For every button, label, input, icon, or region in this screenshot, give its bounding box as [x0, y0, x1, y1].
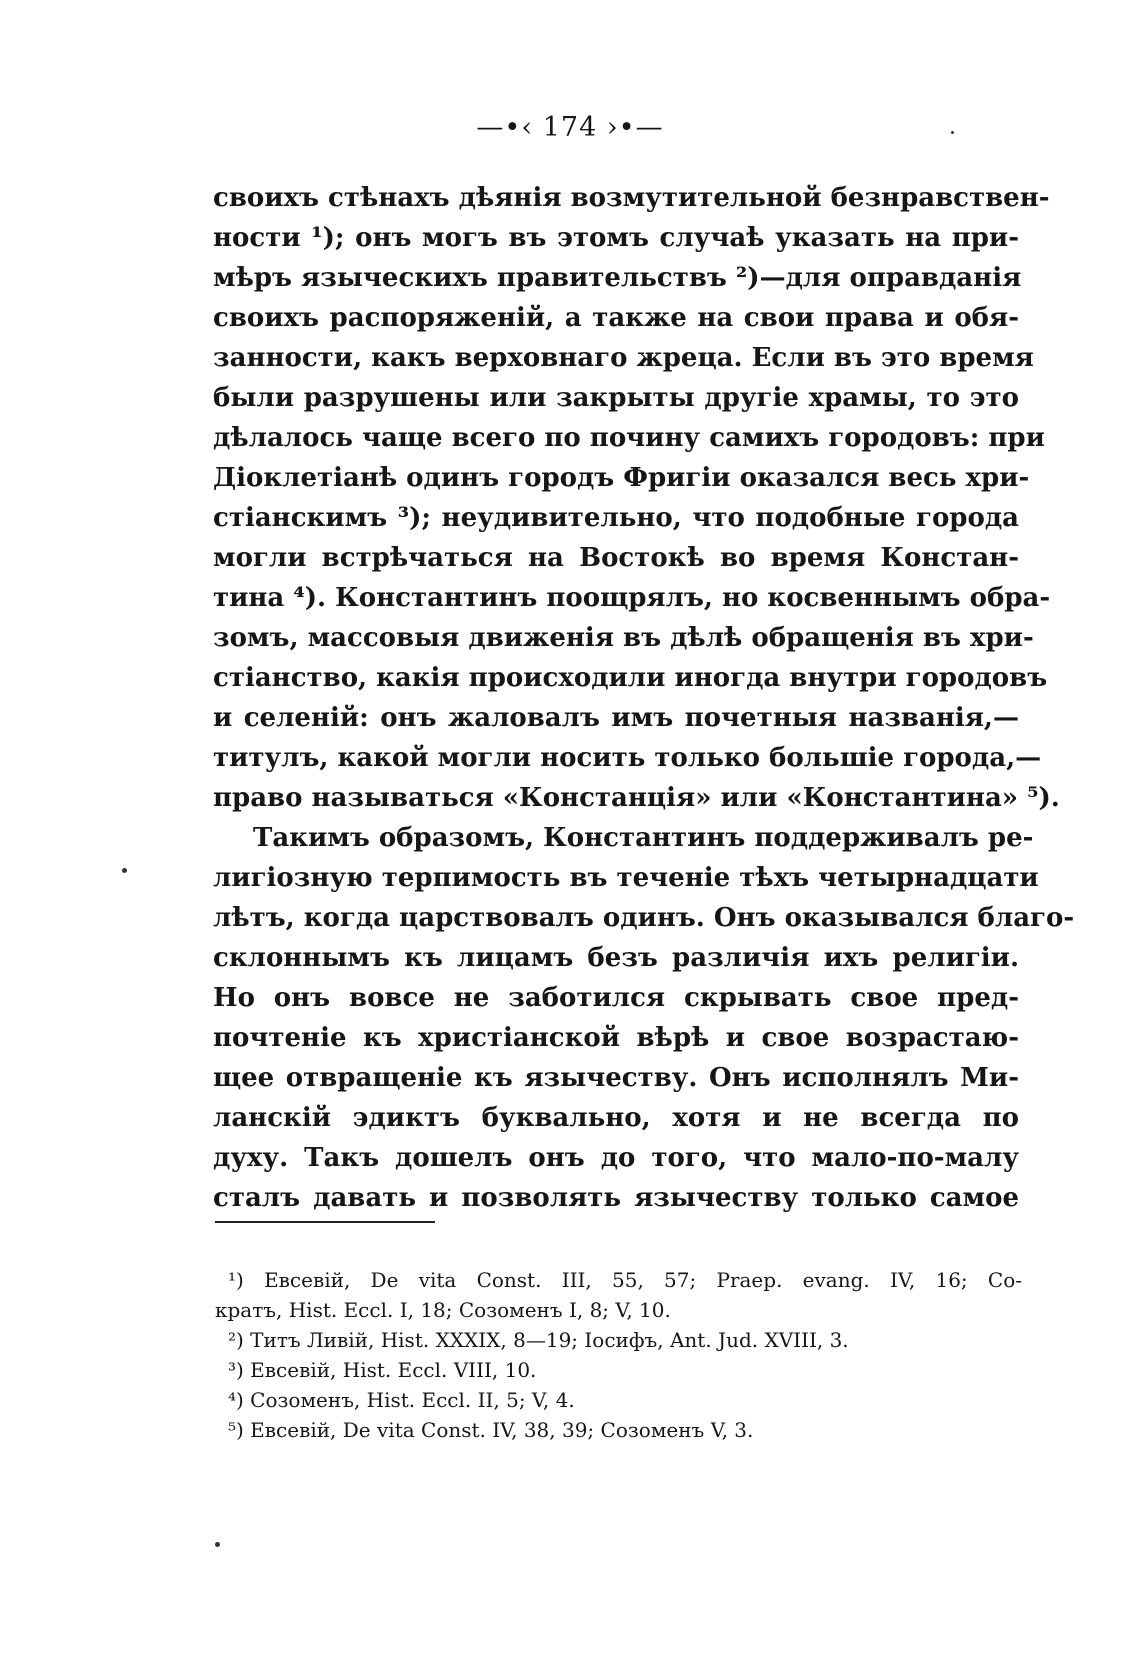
footnote-line: ⁵) Евсевій, De vita Const. IV, 38, 39; Созоменъ V, 3. [228, 1418, 754, 1442]
text-line: право называться «Констанція» или «Константина» ⁵). [213, 783, 1060, 813]
text-line: титулъ, какой могли носить только большіе города,— [213, 743, 1042, 773]
footnote-line: ³) Евсевій, Hist. Eccl. VIII, 10. [228, 1358, 537, 1382]
text-line: стіанство, какія происходили иногда внутри городовъ [213, 663, 1048, 693]
text-line: дѣлалось чаще всего по почину самихъ городовъ: при [213, 423, 1045, 453]
page-number: —•‹ 174 ›•— [476, 112, 664, 143]
footnotes [215, 1265, 1022, 1445]
text-line: были разрушены или закрыты другіе храмы, то это [213, 383, 1019, 413]
text-line: тина ⁴). Константинъ поощрялъ, но косвеннымъ обра- [213, 583, 1051, 613]
text-line: Такимъ образомъ, Константинъ поддерживалъ ре- [253, 823, 1034, 853]
text-line: мѣръ языческихъ правительствъ ²)—для оправданія [213, 263, 1022, 293]
scan-speck [122, 868, 127, 873]
text-line: занности, какъ верховнаго жреца. Если въ это время [213, 343, 1034, 373]
text-line: лѣтъ, когда царствовалъ одинъ. Онъ оказывался благо- [213, 903, 1075, 933]
footnote-line: ²) Титъ Ливій, Hist. XXXIX, 8—19; Іосифъ, Ant. Jud. XVIII, 3. [228, 1328, 849, 1352]
text-line: своихъ стѣнахъ дѣянія возмутительной безнравствен- [213, 183, 1050, 213]
text-line: могли встрѣчаться на Востокѣ во время Констан- [213, 543, 1019, 573]
body-text [213, 178, 1075, 1218]
scan-speck [951, 131, 954, 134]
text-line: зомъ, массовыя движенія въ дѣлѣ обращенія въ хри- [213, 623, 1034, 653]
text-line: Но онъ вовсе не заботился скрывать свое пред- [213, 983, 1019, 1013]
text-line: Діоклетіанѣ одинъ городъ Фригіи оказался весь хри- [213, 463, 1030, 493]
text-line: склоннымъ къ лицамъ безъ различія ихъ религіи. [213, 943, 1019, 973]
text-line: и селеній: онъ жаловалъ имъ почетныя названія,— [213, 703, 1019, 733]
text-line: почтеніе къ христіанской вѣрѣ и свое возрастаю- [213, 1023, 1019, 1053]
footnote-line: ¹) Евсевій, De vita Const. III, 55, 57; Praep. evang. IV, 16; Со- [228, 1268, 1022, 1292]
text-line: лигіозную терпимость въ теченіе тѣхъ четырнадцати [213, 863, 1039, 893]
footnote-divider [215, 1221, 435, 1223]
text-line: сталъ давать и позволять язычеству только самое [213, 1183, 1019, 1213]
text-line: щее отвращеніе къ язычеству. Онъ исполнялъ Ми- [213, 1063, 1019, 1093]
text-line: стіанскимъ ³); неудивительно, что подобные города [213, 503, 1019, 533]
footnote-line: ⁴) Созоменъ, Hist. Eccl. II, 5; V, 4. [228, 1388, 575, 1412]
text-line: ланскій эдиктъ буквально, хотя и не всегда по [213, 1103, 1019, 1133]
scan-speck [215, 1542, 220, 1547]
footnote-line: кратъ, Hist. Eccl. I, 18; Созоменъ I, 8; V, 10. [215, 1298, 671, 1322]
text-line: духу. Такъ дошелъ онъ до того, что мало-по-малу [213, 1143, 1019, 1173]
text-line: своихъ распоряженій, а также на свои права и обя- [213, 303, 1019, 333]
text-line: ности ¹); онъ могъ въ этомъ случаѣ указать на при- [213, 223, 1019, 253]
